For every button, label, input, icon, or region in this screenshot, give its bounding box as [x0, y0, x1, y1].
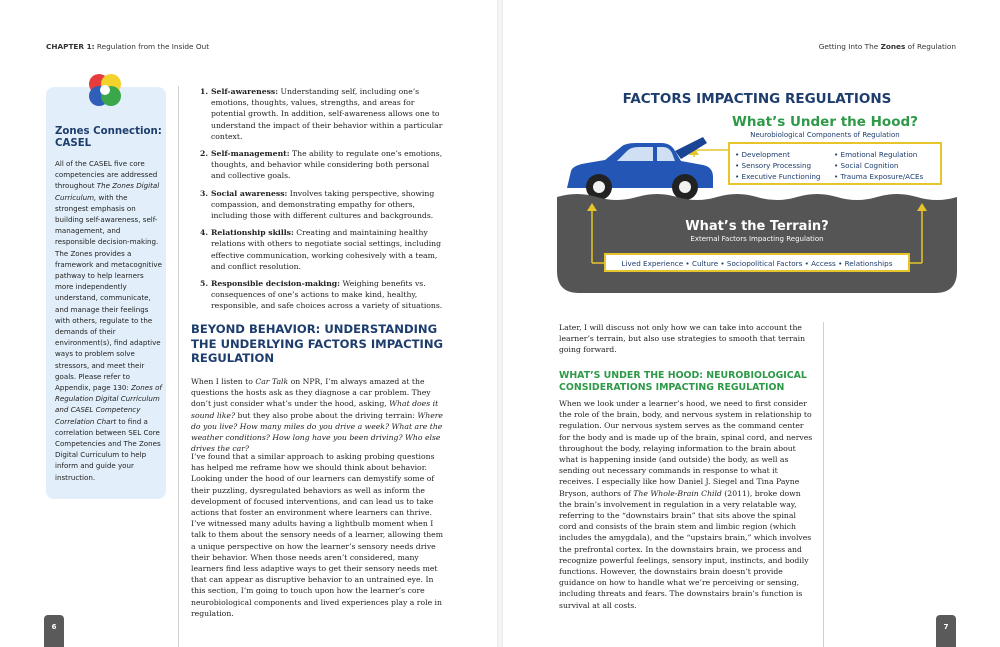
page-number-tab: 6	[44, 615, 64, 647]
terrain-subtitle: External Factors Impacting Regulation	[690, 235, 824, 243]
hood-item: • Social Cognition	[834, 161, 899, 170]
page-number-tab: 7	[936, 615, 956, 647]
competency-list	[200, 86, 445, 318]
competency-item: 5. Responsible decision-making: Weighing benefits vs. consequences of one’s actions to make kind, healthy, responsible, and safe choices across a variety of situations.	[200, 279, 443, 311]
terrain-title: What’s the Terrain?	[685, 219, 829, 234]
hood-item: • Development	[735, 150, 790, 159]
hood-item: • Trauma Exposure/ACEs	[834, 172, 924, 181]
section-heading-beyond-behavior: BEYOND BEHAVIOR: UNDERSTANDING THE UNDERLYING FACTORS IMPACTING REGULATION	[191, 322, 444, 365]
section-heading-under-the-hood: WHAT’S UNDER THE HOOD: NEUROBIOLOGICAL CONSIDERATIONS IMPACTING REGULATION	[559, 370, 807, 393]
running-head-right: Getting Into The Zones of Regulation	[818, 42, 956, 51]
paragraph-nervous-system: When we look under a learner’s hood, we need to first consider the role of the brain, body, and nervous system in relationship to regulation. Our nervous system serves as the command center for the body and is made up of the brain, spinal cord, and nerves throughout the body, relaying information to the brain about what is happening inside (and outside) the body, as well as sending out necessary commands in response to what it receives. I especially like how Daniel J. Siegel and Tina Payne Bryson, authors of The Whole-Brain Child (2011), broke down the brain’s involvement in regulation in a very relatable way, referring to the “downstairs brain” that sits above the spinal cord and consists of the brain stem and limbic region (which includes the amygdala), and the “upstairs brain,” which involves the prefrontal cortex. In the downstairs brain, we process and recognize powerful feelings, sensory input, instincts, and bodily functions. However, the downstairs brain doesn’t provide guidance on how to handle what we’re perceiving or sensing, including threats and fears. The downstairs brain’s function is survival at all costs.	[559, 399, 813, 610]
running-head-left: CHAPTER 1: Regulation from the Inside Out	[46, 42, 210, 51]
sidebar-title: Zones Connection: CASEL	[55, 126, 162, 149]
competency-item: 1. Self-awareness: Understanding self, including one’s emotions, thoughts, values, strengths, and areas for potential growth. In addition, self-awareness allows one to understand the impact of their behavior within a particular context.	[200, 87, 443, 141]
paragraph-probing-questions: I’ve found that a similar approach to asking probing questions has helped me reframe how we should think about behavior. Looking under the hood of our learners can demystify some of their puzzling, dysregulated behaviors as well as inform the development of focused interventions, and can lead us to take actions that foster an environment where learners can thrive. I’ve witnessed many adults having a lightbulb moment when I talk to them about the sensory needs of a learner, allowing them a unique perspective on how the learner’s sensory needs drive their behavior. When those needs aren’t considered, many learners find less adaptive ways to get their sensory needs met that can appear as disruptive behavior to an untrained eye. In this section, I’m going to touch upon how the learner’s core neurobiological components and lived experiences play a role in regulation.	[191, 452, 443, 618]
sidebar-body: All of the CASEL five core competencies are addressed throughout The Zones Digital Curriculum, with the strongest emphasis on building self-awareness, self-management, and responsible decision-making. The Zones provides a framework and metacognitive pathway to help learners more independently understand, communicate, and manage their feelings with others, regulate to the demands of their environment(s), find adaptive ways to problem solve stressors, and meet their goals. Please refer to Appendix, page 130: Zones of Regulation Digital Curriculum and CASEL Competency Correlation Chart to find a correlation between SEL Core Competencies and The Zones Digital Curriculum to help inform and guide your instruction.	[55, 159, 162, 482]
hood-item: • Emotional Regulation	[834, 150, 918, 159]
competency-item: 3. Social awareness: Involves taking perspective, showing compassion, and demonstrating empathy for others, including those with different cultures and backgrounds.	[200, 188, 435, 221]
column-divider	[823, 322, 824, 647]
terrain-ground	[557, 194, 957, 293]
left-page	[0, 0, 498, 647]
factors-diagram	[557, 85, 957, 293]
diagram-title: FACTORS IMPACTING REGULATIONS	[622, 91, 892, 107]
competency-item: 2. Self-management: The ability to regulate one’s emotions, thoughts, and behavior while considering both personal and collective goals.	[200, 149, 443, 181]
hood-item: • Sensory Processing	[735, 161, 812, 170]
paragraph-car-talk: When I listen to Car Talk on NPR, I’m always amazed at the questions the hosts ask as they diagnose a car problem. They don’t just consider what’s under the hood, asking, What does it sound like? but they also probe about the driving terrain: Where do you live? How many miles do you drive a week? What are the weather conditions? How long have you been driving? Who else drives the car?	[191, 377, 443, 454]
hood-title: What’s Under the Hood?	[732, 114, 918, 130]
paragraph-terrain: Later, I will discuss not only how we can take into account the learner’s terrain, but also use strategies to smooth that terrain going forward.	[559, 323, 806, 355]
competency-item: 4. Relationship skills: Creating and maintaining healthy relations with others to negotiate social settings, including effective communication, working cohesively with a team, and conflict resolution.	[200, 228, 442, 271]
column-divider	[178, 86, 179, 647]
car-icon	[567, 137, 713, 200]
hood-subtitle: Neurobiological Components of Regulation	[750, 131, 900, 139]
zones-logo-icon	[84, 69, 126, 111]
hood-connector-line	[694, 150, 729, 157]
terrain-items: Lived Experience • Culture • Sociopolitical Factors • Access • Relationships	[621, 259, 893, 268]
hood-item: • Executive Functioning	[735, 172, 821, 181]
